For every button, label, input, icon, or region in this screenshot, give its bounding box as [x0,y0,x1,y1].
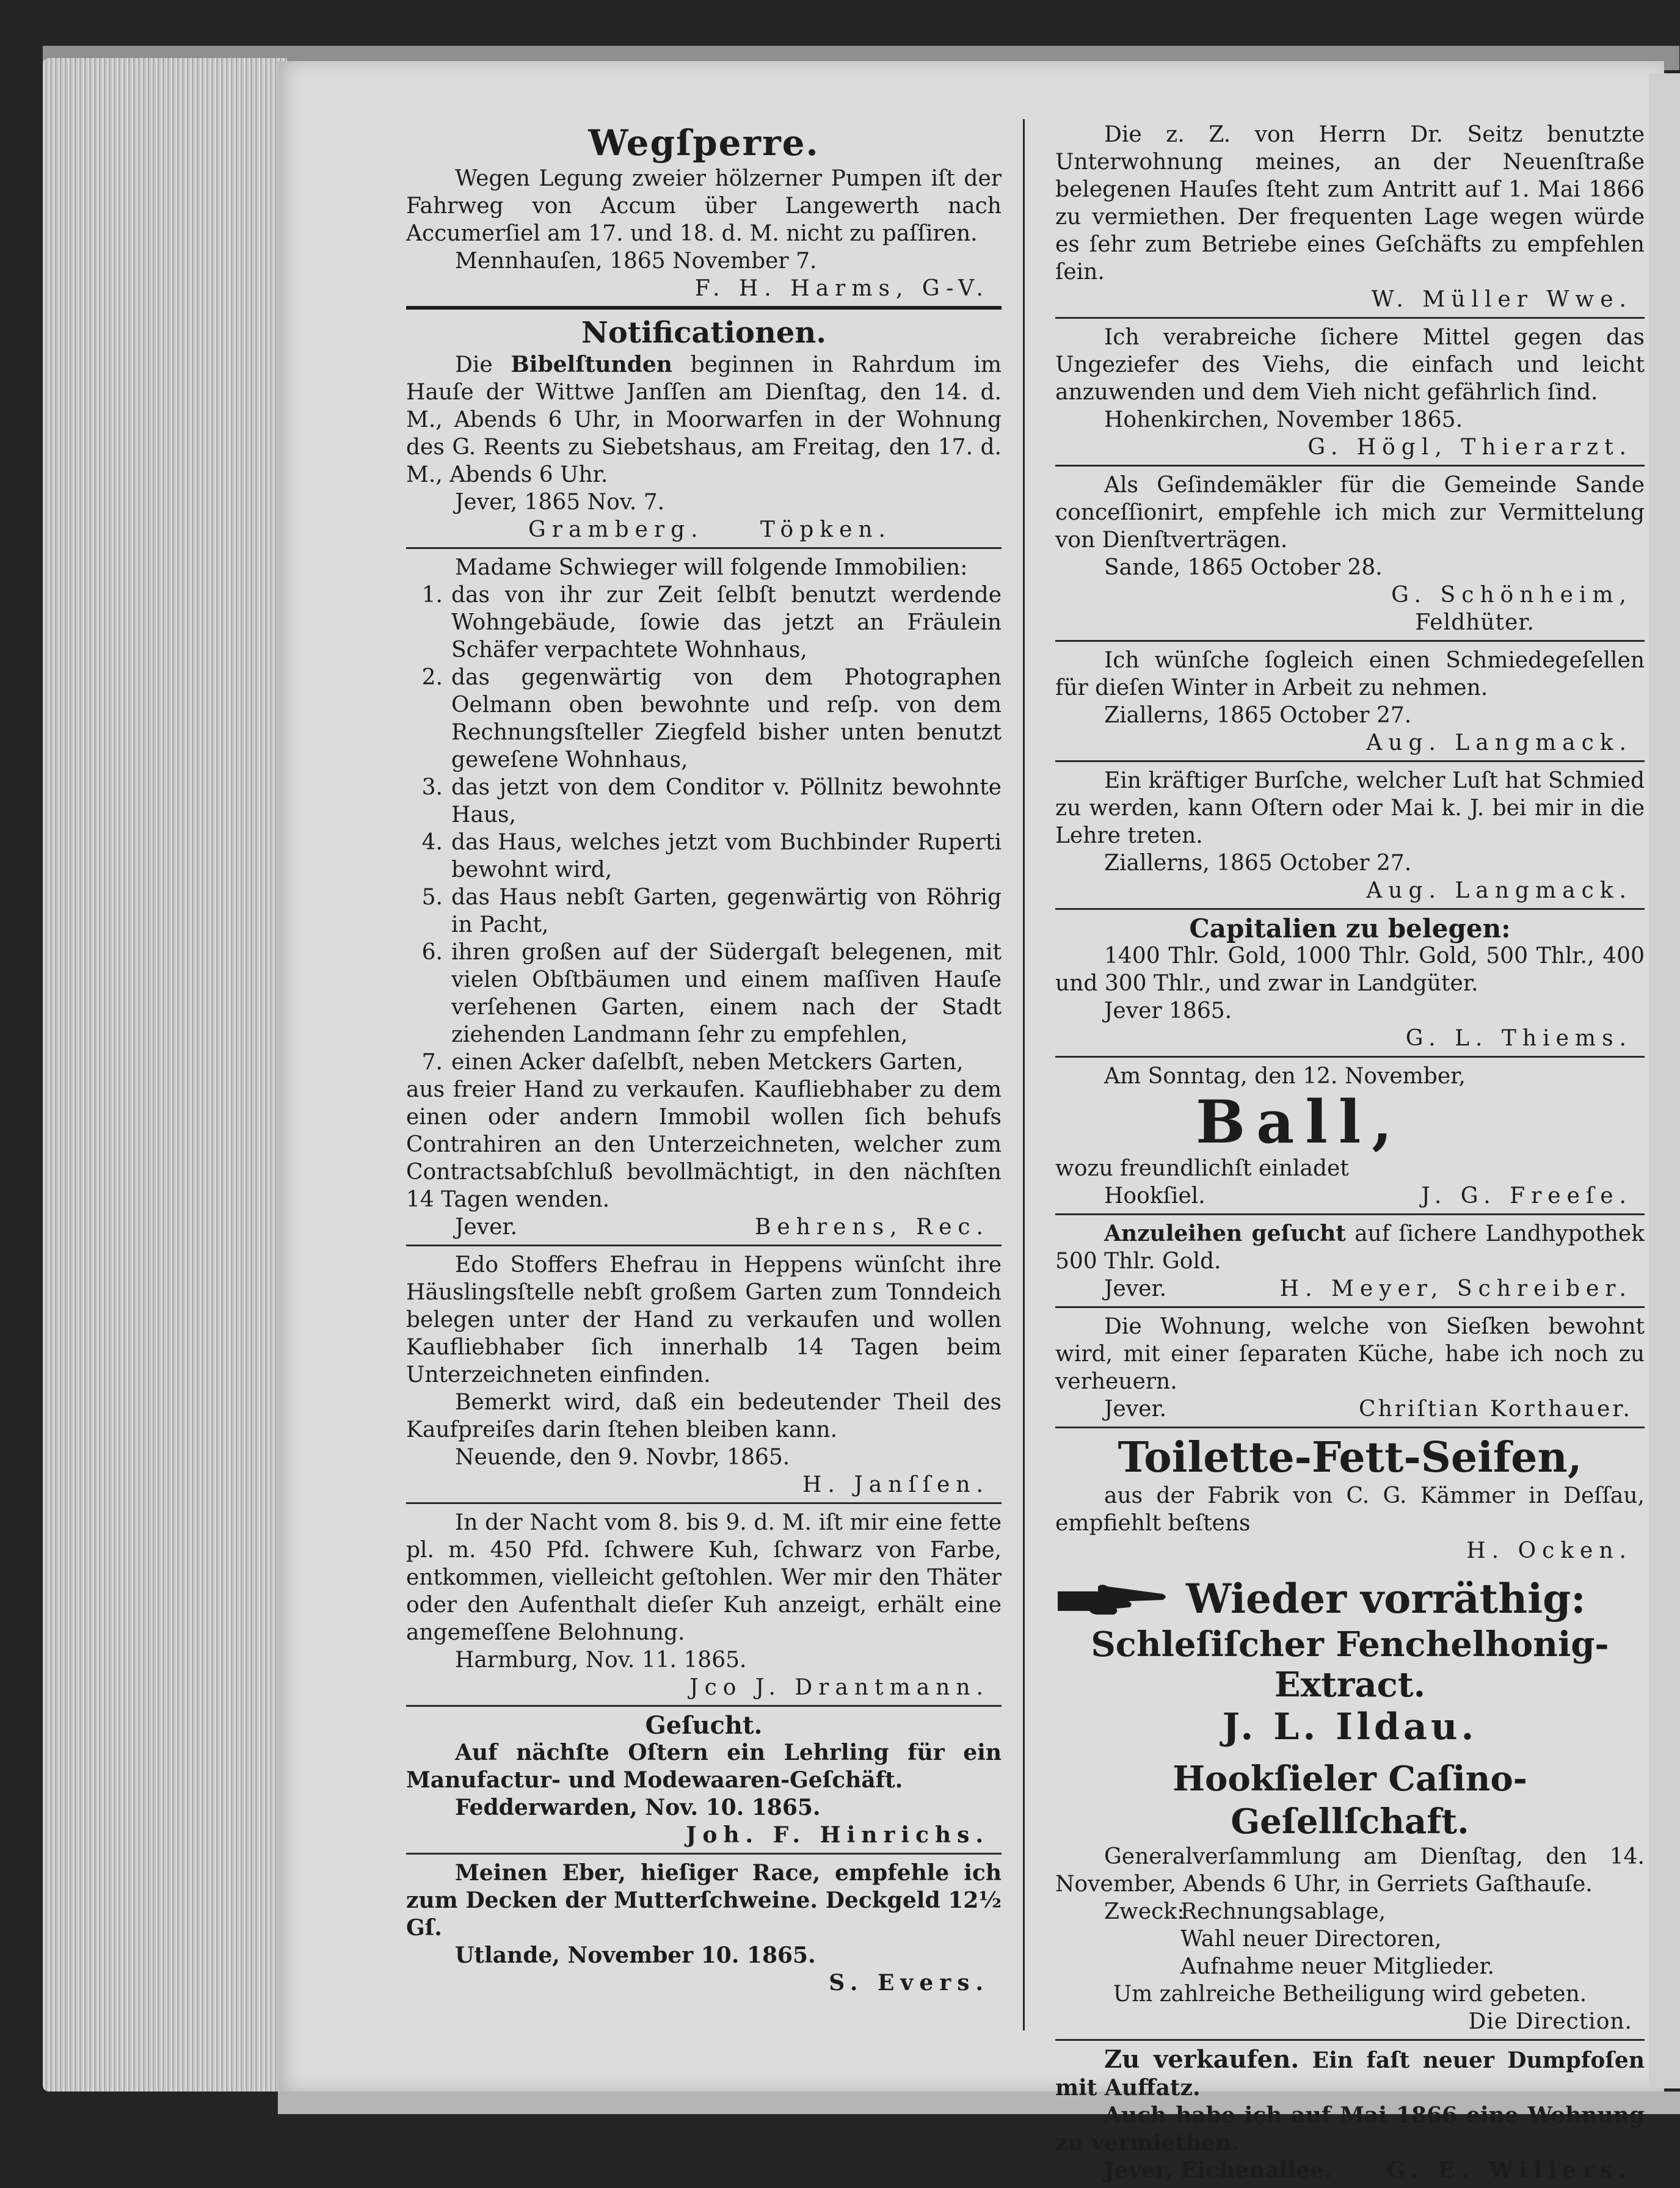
casino-zweck-label: Zweck: [1104,1899,1185,1924]
ad-langmack-2 [1055,760,1645,908]
item-text: das Haus, welches jetzt vom Buchbinder Ruperti bewohnt wird, [451,830,1002,882]
ad-capitalien [1055,908,1645,1056]
item-number: 7. [421,1050,443,1075]
seitz-body: Die z. Z. von Herrn Dr. Seitz benutzte Unterwohnung meines, an der Neuenſtraße belegenen Hauſes ſteht zum Antritt auf 1. Mai 1866 zu vermiethen. Der frequenten Lage wegen würde es ſehr zum Betriebe eines Geſchäfts zu empfehlen ſein. [1055,122,1645,285]
ad-toilette [1055,1427,1645,1568]
item-text: ihren großen auf der Südergaſt belegenen, mit vielen Obſtbäumen und einem maſſiven Hauſe verſehenen Garten, einem nach der Stadt ziehenden Landmann ſehr zu empfehlen, [451,940,1002,1047]
eber-place: Utlande, November 10. 1865. [455,1943,816,1968]
page-right-edge [1649,73,1680,2088]
ball-line1: Am Sonntag, den 12. November, [1104,1064,1466,1089]
willers-body [1055,2046,1645,2102]
ildau-title-row [1055,1573,1645,1624]
stoffers-note: Bemerkt wird, daß ein bedeutender Theil des Kaufpreiſes darin ſtehen bleiben kann. [406,1390,1002,1442]
willers-bold: Zu verkaufen. [1104,2045,1300,2074]
notif-sig-toepken: Töpken. [760,517,892,542]
casino-zweck [1055,1898,1645,1980]
notificationen-signatures [406,516,1002,543]
notif-sig-gramberg: Gramberg. [528,517,704,542]
notif-body-pre: Die [455,352,511,377]
wegsperre-place: Mennhauſen, 1865 November 7. [455,249,817,274]
toilette-body: aus der Fabrik von C. G. Kämmer in Deſſau, empfiehlt beſtens [1055,1483,1645,1536]
ball-line2: wozu freundlichſt einladet [1055,1156,1349,1181]
schwieger-outro: aus freier Hand zu verkaufen. Kaufliebhaber zu dem einen oder andern Immobil wollen ſich behufs Contrahiren an den Unterzeichneten, welcher zum Contractsabſchluß bevollmächtigt, in den nächſten 14 Tagen wenden. [406,1077,1002,1212]
willers-place: Jever, Eichenallee. [1104,2157,1332,2183]
anzuleihen-place: Jever. [1104,1276,1167,1301]
gesucht-signature: Joh. F. Hinrichs. [686,1822,989,1848]
ildau-title: Wieder vorräthig: [1186,1575,1586,1623]
item-number: 6. [421,940,443,965]
schoenheim-signature: G. Schönheim, [1391,583,1632,608]
hoegl-signature: G. Högl, Thierarzt. [1307,435,1632,460]
ad-wegsperre [406,116,1002,306]
langmack1-signature: Aug. Langmack. [1366,730,1632,755]
item-number: 1. [421,583,443,608]
casino-title: Hookſieler Caſino-Geſellſchaft. [1173,1759,1527,1842]
anzuleihen-body [1055,1220,1645,1275]
ad-stoffers [406,1245,1002,1502]
korthauer-signature-row [1055,1395,1645,1423]
ad-casino [1055,1753,1645,2039]
toilette-signature: H. Ocken. [1466,1538,1632,1563]
ad-ildau [1055,1568,1645,1753]
ad-kuh [406,1502,1002,1705]
gesucht-body: Auf nächſte Oſtern ein Lehrling für ein Manufactur- und Modewaaren-Geſchäft. [406,1740,1002,1793]
kuh-body: In der Nacht vom 8. bis 9. d. M. iſt mir eine fette pl. m. 450 Pfd. ſchwere Kuh, ſchwarz von Farbe, entkommen, vielleicht geſtohlen. Wer mir den Thäter oder den Aufenthalt dieſer Kuh anzeigt, erhält eine angemeſſene Belohnung. [406,1510,1002,1645]
left-column [406,116,1002,2001]
ildau-seller: J. L. Ildau. [1222,1706,1478,1748]
kuh-signature: Jco J. Drantmann. [689,1675,989,1700]
pointing-hand-icon [1055,1580,1171,1617]
item-number: 4. [421,830,443,855]
list-item [406,1049,1002,1076]
notificationen-title: Notificationen. [581,316,826,350]
schwieger-list [406,581,1002,1076]
langmack2-body: Ein kräftiger Burſche, welcher Luſt hat Schmied zu werden, kann Oſtern oder Mai k. J. bei mir in die Lehre treten. [1055,768,1645,848]
stoffers-signature: H. Janſſen. [802,1472,989,1497]
ad-hoegl [1055,317,1645,465]
willers-signature-row [1055,2157,1645,2184]
ad-schoenheim [1055,465,1645,640]
ad-gesucht [406,1705,1002,1853]
item-text: das von ihr zur Zeit ſelbſt benutzt werdende Wohngebäude, ſowie das jetzt an Fräulein Schäfer verpachtete Wohnhaus, [451,583,1002,663]
langmack2-signature: Aug. Langmack. [1366,878,1632,903]
langmack2-place: Ziallerns, 1865 October 27. [1104,851,1412,876]
capitalien-place: Jever 1865. [1104,998,1232,1023]
notificationen-place: Jever, 1865 Nov. 7. [455,490,665,515]
notif-body-post: beginnen in Rahrdum im Hauſe der Wittwe Janſſen am Dienſtag, den 14. d. M., Abends 6 Uhr, in Moorwarfen in der Wohnung des G. Reents zu Siebetshaus, am Freitag, den 17. d. M., Abends 6 Uhr. [406,352,1002,487]
capitalien-signature: G. L. Thiems. [1405,1026,1632,1051]
anzuleihen-text: auf ſichere Landhypothek 500 Thlr. Gold. [1055,1221,1645,1274]
ball-place: Hookſiel. [1104,1183,1205,1208]
schwieger-place: Jever. [455,1215,518,1240]
list-item [406,829,1002,884]
gesucht-title: Geſucht. [645,1711,763,1740]
item-number: 3. [421,775,443,800]
item-text: einen Acker daſelbſt, neben Metckers Garten, [451,1050,964,1075]
korthauer-body: Die Wohnung, welche von Sieſken bewohnt wird, mit einer ſeparaten Küche, habe ich noch zu verheuern. [1055,1314,1645,1394]
ball-signature: J. G. Freeſe. [1421,1183,1632,1208]
list-item: Aufnahme neuer Mitglieder. [1180,1954,1495,1979]
seitz-signature: W. Müller Wwe. [1371,287,1632,312]
ball-signature-row [1055,1182,1645,1210]
langmack1-place: Ziallerns, 1865 October 27. [1104,703,1412,728]
column-divider [1023,119,1025,2030]
item-number: 5. [421,885,443,910]
hoegl-place: Hohenkirchen, November 1865. [1104,407,1463,432]
eber-body: Meinen Eber, hieſiger Race, empfehle ich zum Decken der Mutterſchweine. Deckgeld 12½ Gſ. [406,1860,1002,1941]
anzuleihen-bold: Anzuleihen geſucht [1104,1221,1346,1246]
ball-title: Ball, [1196,1088,1403,1157]
item-text: das Haus nebſt Garten, gegenwärtig von Röhrig in Pacht, [451,885,1002,937]
willers-signature: G. E. Willers. [1386,2157,1632,2183]
willers-body2: Auch habe ich auf Mai 1866 eine Wohnung zu vermiethen. [1055,2103,1645,2156]
ad-korthauer [1055,1306,1645,1427]
notif-body-bold: Bibelſtunden [511,352,672,377]
langmack1-body: Ich wünſche ſogleich einen Schmiedegeſellen für dieſen Winter in Arbeit zu nehmen. [1055,648,1645,700]
korthauer-signature: Chriſtian Korthauer. [1359,1397,1632,1422]
right-column [1055,116,1645,2188]
ad-eber [406,1853,1002,2001]
wegsperre-title: Wegſperre. [588,122,820,164]
kuh-place: Harmburg, Nov. 11. 1865. [455,1648,747,1673]
list-item [406,884,1002,939]
schoenheim-place: Sande, 1865 October 28. [1104,555,1383,580]
anzuleihen-signature-row [1055,1275,1645,1303]
gesucht-place: Fedderwarden, Nov. 10. 1865. [455,1795,821,1820]
wegsperre-body: Wegen Legung zweier hölzerner Pumpen iſt der Fahrweg von Accum über Langewerth nach Accumerſiel am 17. und 18. d. M. nicht zu paſſiren. [406,166,1002,246]
list-item [406,664,1002,774]
eber-signature: S. Evers. [829,1970,989,1996]
item-text: das jetzt von dem Conditor v. Pöllnitz bewohnte Haus, [451,775,1002,827]
korthauer-place: Jever. [1104,1397,1167,1422]
ildau-product: Schleſiſcher Fenchelhonig-Extract. [1091,1624,1609,1705]
item-number: 2. [421,665,443,690]
stoffers-place: Neuende, den 9. Novbr, 1865. [455,1445,790,1470]
wegsperre-signature: F. H. Harms, G-V. [694,276,989,301]
schoenheim-title: Feldhüter. [1415,610,1535,635]
list-item: Wahl neuer Directoren, [1180,1927,1442,1952]
item-text: das gegenwärtig von dem Photographen Oelmann oben bewohnte und reſp. von dem Rechnungsſteller Ziegfeld bisher unten benutzt geweſene Wohnhaus, [451,665,1002,772]
hoegl-body: Ich verabreiche ſichere Mittel gegen das Ungeziefer des Viehs, die einfach und leicht anzuwenden und dem Vieh nicht gefährlich ſind. [1055,325,1645,405]
casino-closing: Um zahlreiche Betheiligung wird gebeten. [1113,1982,1587,2007]
stoffers-body: Edo Stoffers Ehefrau in Heppens wünſcht ihre Häuslingsſtelle nebſt großem Garten zum Tonndeich belegen unter der Hand zu verkaufen und wollen Kaufliebhaber ſich innerhalb 14 Tagen beim Unterzeichneten einfinden. [406,1252,1002,1387]
notificationen-body [406,351,1002,489]
ad-anzuleihen [1055,1213,1645,1306]
casino-signature: Die Direction. [1468,2009,1632,2034]
ad-ball [1055,1056,1645,1213]
schwieger-intro: Madame Schwieger will folgende Immobilien: [455,555,968,580]
ad-notificationen [406,306,1002,547]
capitalien-title: Capitalien zu belegen: [1189,914,1511,943]
willers-text: Ein faſt neuer Dumpfoſen mit Auffatz. [1055,2048,1645,2101]
list-item [406,774,1002,829]
capitalien-body: 1400 Thlr. Gold, 1000 Thlr. Gold, 500 Thlr., 400 und 300 Thlr., und zwar in Landgüter. [1055,943,1645,996]
list-item [406,939,1002,1049]
anzuleihen-signature: H. Meyer, Schreiber. [1279,1276,1632,1301]
schwieger-signature-row [406,1213,1002,1241]
casino-body: Generalverſammlung am Dienſtag, den 14. November, Abends 6 Uhr, in Gerriets Gaſthauſe. [1055,1844,1645,1897]
ad-langmack-1 [1055,640,1645,760]
schoenheim-body: Als Geſindemäkler für die Gemeinde Sande conceſſionirt, empfehle ich mich zur Vermittelung von Dienſtverträgen. [1055,473,1645,553]
casino-zweck-list [1180,1898,1494,1980]
ad-seitz [1055,116,1645,317]
book-page-stack [43,58,287,2092]
ad-schwieger [406,547,1002,1245]
list-item [406,581,1002,664]
ad-willers [1055,2039,1645,2188]
schwieger-signature: Behrens, Rec. [754,1215,989,1240]
toilette-title: Toilette-Fett-Seifen, [1118,1433,1582,1482]
list-item: Rechnungsablage, [1180,1899,1386,1924]
